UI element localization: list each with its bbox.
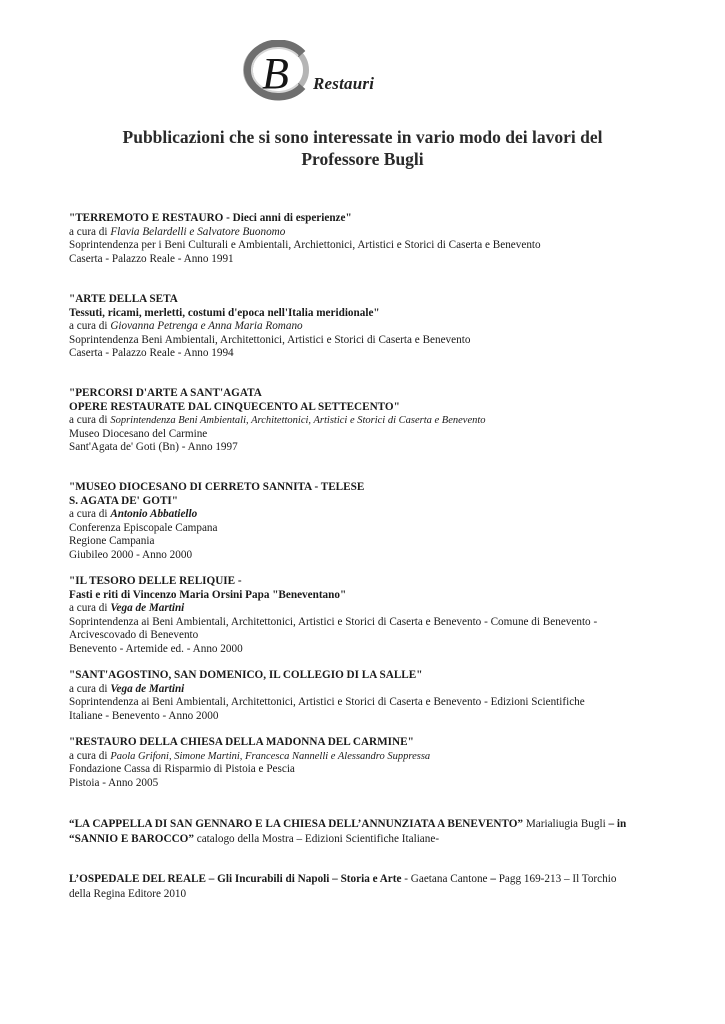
publication-curators: a cura di Antonio Abbatiello bbox=[69, 508, 198, 521]
publication-pages: Pagg 169-213 – Il Torchio bbox=[495, 873, 617, 885]
publication-publisher: Conferenza Episcopale Campana bbox=[69, 521, 218, 534]
publication-publisher: della Regina Editore 2010 bbox=[69, 887, 187, 900]
publication-place-year: Benevento - Artemide ed. - Anno 2000 bbox=[69, 642, 243, 655]
publication-entry bbox=[69, 669, 669, 723]
company-logo bbox=[240, 40, 380, 102]
publication-publisher: Soprintendenza Beni Ambientali, Architettonici, Artistici e Storici di Caserta e Benevento bbox=[69, 333, 471, 346]
publication-title: "SANT'AGOSTINO, SAN DOMENICO, IL COLLEGIO DI LA SALLE" bbox=[69, 669, 423, 681]
publication-entry-cappella: “LA CAPPELLA DI SAN GENNARO E LA CHIESA DELL’ANNUNZIATA A BENEVENTO” Marialiugia Bugli – in “SANNIO E BAROCCO” catalogo della Mostra – Edizioni Scientifiche Italiane- bbox=[69, 818, 627, 845]
catalog-title: “SANNIO E BAROCCO” bbox=[69, 833, 194, 845]
publication-curators: a cura di Flavia Belardelli e Salvatore Buonomo bbox=[69, 225, 286, 238]
publication-entry bbox=[69, 212, 669, 266]
publication-curators: a cura di Paola Grifoni, Simone Martini, Francesca Nannelli e Alessandro Suppressa bbox=[69, 749, 431, 762]
publication-curators: a cura di Soprintendenza Beni Ambientali, Architettonici, Artistici e Storici di Caserta e Benevento bbox=[69, 414, 486, 427]
publication-author: Marialiugia Bugli bbox=[523, 818, 609, 830]
publication-entry-ospedale: L’OSPEDALE DEL REALE – Gli Incurabili di Napoli – Storia e Arte - Gaetana Cantone – Pagg 169-213 – Il Torchio della Regina Editore 2010 bbox=[69, 872, 669, 901]
publication-entry bbox=[69, 736, 669, 790]
publication-title: "TERREMOTO E RESTAURO - Dieci anni di esperienze" bbox=[69, 212, 352, 224]
publication-title: "IL TESORO DELLE RELIQUIE - bbox=[69, 575, 242, 587]
publication-publisher: Museo Diocesano del Carmine bbox=[69, 427, 208, 440]
publication-curators: a cura di Vega de Martini bbox=[69, 602, 185, 615]
publication-curators: a cura di Giovanna Petrenga e Anna Maria Romano bbox=[69, 320, 303, 333]
logo-wordmark: Restauri bbox=[313, 74, 375, 93]
publication-entry bbox=[69, 293, 669, 361]
publication-title: "ARTE DELLA SETA bbox=[69, 293, 178, 305]
publication-title: “LA CAPPELLA DI SAN GENNARO E LA CHIESA DELL’ANNUNZIATA A BENEVENTO” bbox=[69, 818, 524, 830]
publication-subtitle: S. AGATA DE' GOTI" bbox=[69, 494, 178, 507]
publication-publisher: Soprintendenza ai Beni Ambientali, Architettonici, Artistici e Storici di Caserta e Benevento - Comune di Benevento - bbox=[69, 615, 598, 628]
publication-entry bbox=[69, 575, 669, 657]
publication-publisher: Fondazione Cassa di Risparmio di Pistoia e Pescia bbox=[69, 763, 295, 776]
svg-text:B: B bbox=[262, 49, 289, 98]
publication-place-year: Caserta - Palazzo Reale - Anno 1991 bbox=[69, 252, 234, 265]
publication-place-year: Italiane - Benevento - Anno 2000 bbox=[69, 709, 219, 722]
publication-subtitle: OPERE RESTAURATE DAL CINQUECENTO AL SETTECENTO" bbox=[69, 400, 400, 413]
publication-entry bbox=[69, 387, 669, 455]
publication-title: "PERCORSI D'ARTE A SANT'AGATA bbox=[69, 387, 262, 399]
publication-publisher: Soprintendenza per i Beni Culturali e Ambientali, Archiettonici, Artistici e Storici di Caserta e Benevento bbox=[69, 239, 541, 252]
publication-publisher-cont: Arcivescovado di Benevento bbox=[69, 629, 199, 642]
publication-region: Regione Campania bbox=[69, 535, 155, 548]
publication-place-year: Giubileo 2000 - Anno 2000 bbox=[69, 548, 193, 561]
catalog-description: catalogo della Mostra – Edizioni Scientifiche Italiane- bbox=[193, 833, 440, 845]
publication-place-year: Caserta - Palazzo Reale - Anno 1994 bbox=[69, 347, 234, 360]
page-title: Pubblicazioni che si sono interessate in vario modo dei lavori del Professore Bugli bbox=[122, 127, 603, 169]
publication-entry bbox=[69, 481, 669, 563]
cb-monogram-icon bbox=[240, 40, 320, 102]
publication-subtitle: Tessuti, ricami, merletti, costumi d'epoca nell'Italia meridionale" bbox=[69, 306, 380, 319]
publication-place-year: Pistoia - Anno 2005 bbox=[69, 776, 159, 789]
publication-curators: a cura di Vega de Martini bbox=[69, 682, 185, 695]
publication-publisher: Soprintendenza ai Beni Ambientali, Architettonici, Artistici e Storici di Caserta e Benevento - Edizioni Scientifiche bbox=[69, 696, 585, 709]
publication-title: "MUSEO DIOCESANO DI CERRETO SANNITA - TELESE bbox=[69, 481, 365, 493]
publication-author: - Gaetana Cantone bbox=[401, 873, 491, 885]
publication-title: L’OSPEDALE DEL REALE – Gli Incurabili di Napoli – Storia e Arte bbox=[69, 873, 402, 885]
publication-place-year: Sant'Agata de' Goti (Bn) - Anno 1997 bbox=[69, 441, 238, 454]
publication-subtitle: Fasti e riti di Vincenzo Maria Orsini Papa "Beneventano" bbox=[69, 588, 347, 601]
publication-title: "RESTAURO DELLA CHIESA DELLA MADONNA DEL CARMINE" bbox=[69, 736, 414, 748]
